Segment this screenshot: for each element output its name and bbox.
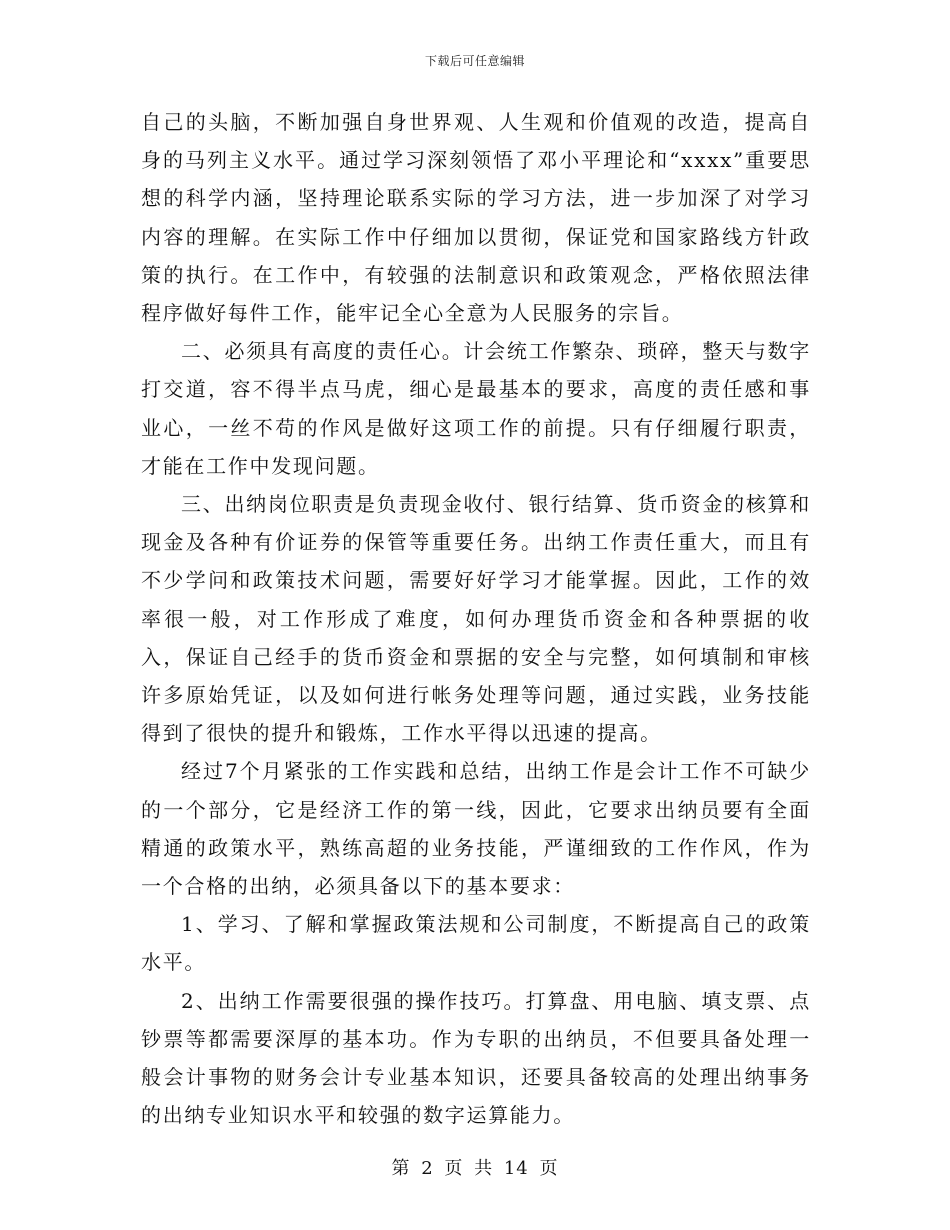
paragraph-continuation: 自己的头脑，不断加强自身世界观、人生观和价值观的改造，提高自身的马列主义水平。通过学习深刻领悟了邓小平理论和“xxxx”重要思想的科学内涵，坚持理论联系实际的学习方法，进一步加深了对学习内容的理解。在实际工作中仔细加以贯彻，保证党和国家路线方针政策的执行。在工作中，有较强的法制意识和政策观念，严格依照法律程序做好每件工作，能牢记全心全意为人民服务的宗旨。 bbox=[141, 110, 811, 326]
page-number-footer: 第 2 页 共 14 页 bbox=[391, 1158, 559, 1179]
page-header: 下载后可任意编辑 bbox=[424, 54, 525, 68]
paragraph-responsibility: 二、必须具有高度的责任心。计会统工作繁杂、琐碎，整天与数字打交道，容不得半点马虎，细心是最基本的要求，高度的责任感和事业心，一丝不苟的作风是做好这项工作的前提。只有仔细履行职责，才能在工作中发现问题。 bbox=[141, 339, 811, 478]
paragraph-requirement-1: 1、学习、了解和掌握政策法规和公司制度，不断提高自己的政策水平。 bbox=[141, 912, 811, 975]
paragraph-summary: 经过7个月紧张的工作实践和总结，出纳工作是会计工作不可缺少的一个部分，它是经济工作的第一线，因此，它要求出纳员要有全面精通的政策水平，熟练高超的业务技能，严谨细致的工作作风，作为一个合格的出纳，必须具备以下的基本要求： bbox=[141, 759, 811, 899]
document-body bbox=[141, 103, 811, 1134]
paragraph-cashier-duties: 三、出纳岗位职责是负责现金收付、银行结算、货币资金的核算和现金及各种有价证券的保管等重要任务。出纳工作责任重大，而且有不少学问和政策技术问题，需要好好学习才能掌握。因此，工作的效率很一般，对工作形成了难度，如何办理货币资金和各种票据的收入，保证自己经手的货币资金和票据的安全与完整，如何填制和审核许多原始凭证，以及如何进行帐务处理等问题，通过实践，业务技能得到了很快的提升和锻炼，工作水平得以迅速的提高。 bbox=[141, 492, 811, 746]
paragraph-requirement-2: 2、出纳工作需要很强的操作技巧。打算盘、用电脑、填支票、点钞票等都需要深厚的基本功。作为专职的出纳员，不但要具备处理一般会计事物的财务会计专业基本知识，还要具备较高的处理出纳事务的出纳专业知识水平和较强的数字运算能力。 bbox=[141, 988, 811, 1128]
